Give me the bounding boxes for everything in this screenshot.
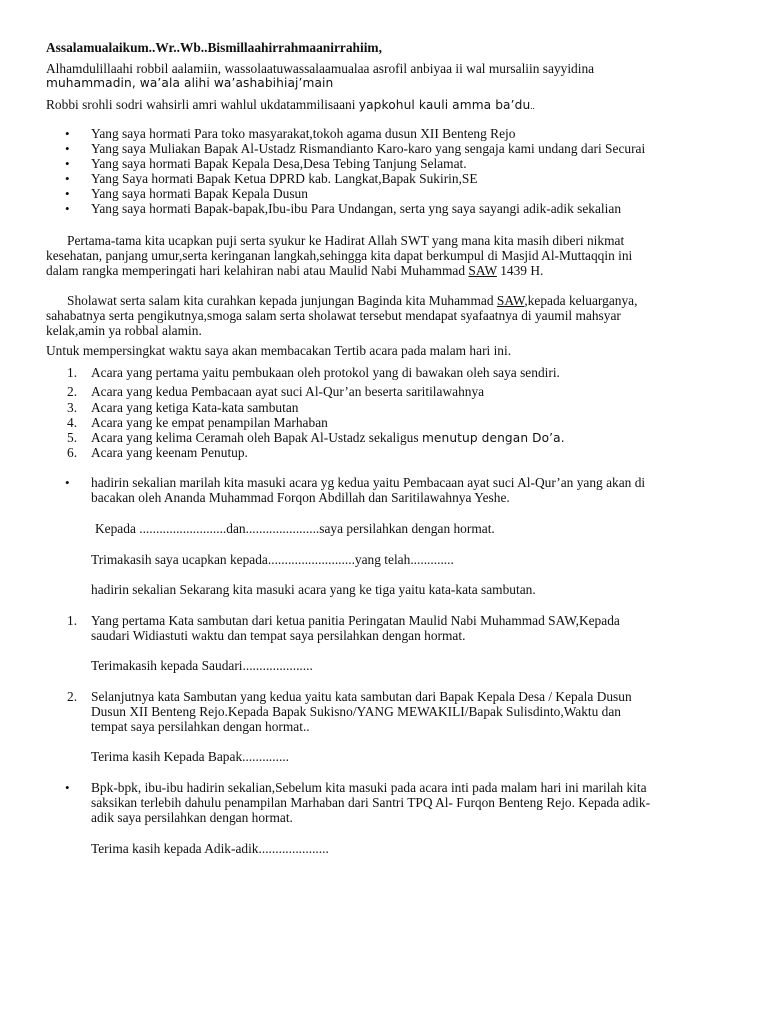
agenda-item-text: Acara yang kelima Ceramah oleh Bapak Al-Ustadz sekaligus (91, 430, 422, 445)
agenda-item: Acara yang ketiga Kata-kata sambutan (91, 400, 299, 415)
agenda-item: Acara yang pertama yaitu pembukaan oleh protokol yang di bawakan oleh saya sendiri. (91, 365, 560, 380)
robbi-dots: .. (530, 101, 535, 111)
section1-line-1: hadirin sekalian marilah kita masuki acara yg kedua yaitu Pembacaan ayat suci Al-Qur’an yang akan di (91, 475, 646, 490)
section2-thanks: Terima kasih kepada Adik-adik..................... (91, 841, 329, 856)
section1-line-2: bacakan oleh Ananda Muhammad Forqon Abdillah dan Saritilawahnya Yeshe. (91, 490, 510, 505)
greeting-heading: Assalamualaikum..Wr..Wb..Bismillaahirrahmaanirrahiim, (46, 40, 382, 55)
robbi-text: Robbi srohli sodri wahsirli amri wahlul ukdatammilisaani (46, 97, 359, 112)
agenda-number: 5. (67, 430, 78, 445)
para1-line-1: Pertama-tama kita ucapkan puji serta syukur ke Hadirat Allah SWT yang mana kita masih diberi nikmat (67, 233, 625, 248)
bullet-icon: • (65, 156, 70, 171)
bullet-icon: • (65, 171, 70, 186)
opening-line-1: Alhamdulillaahi robbil aalamiin, wassolaatuwassalaamualaa asrofil anbiyaa ii wal mursaliin sayyidina (46, 61, 595, 76)
para2-line-2: sahabatnya serta pengikutnya,smoga salam serta sholawat tersebut mendapat syafaatnya di yaumil mahsyar (46, 308, 621, 323)
trimakasih-line: Trimakasih saya ucapkan kepada..........................yang telah............. (91, 552, 454, 567)
next-agenda-line: hadirin sekalian Sekarang kita masuki acara yang ke tiga yaitu kata-kata sambutan. (91, 582, 536, 597)
bullet-icon: • (65, 186, 70, 201)
sambutan2-line-1: Selanjutnya kata Sambutan yang kedua yaitu kata sambutan dari Bapak Kepala Desa / Kepala Dusun (91, 689, 632, 704)
opening-line-2: muhammadin, wa’ala alihi wa’ashabihiaj’main (46, 76, 334, 90)
agenda-number: 2. (67, 384, 78, 399)
section2-line-1: Bpk-bpk, ibu-ibu hadirin sekalian,Sebelum kita masuki pada acara inti pada malam hari ini marilah kita (91, 780, 647, 795)
saw-underlined: SAW (496, 293, 525, 308)
para2-text: Sholawat serta salam kita curahkan kepada junjungan Baginda kita Muhammad (67, 293, 497, 308)
sambutan2-line-2: Dusun XII Benteng Rejo.Kepada Bapak Sukisno/YANG MEWAKILI/Bapak Sulisdinto,Waktu dan (91, 704, 622, 719)
sambutan-number: 2. (67, 689, 78, 704)
section2-line-2: saksikan terlebih dahulu penampilan Marhaban dari Santri TPQ Al- Furqon Benteng Rejo. Kepada adik- (91, 795, 651, 810)
salutation-item: Yang saya hormati Bapak-bapak,Ibu-ibu Para Undangan, serta yng saya sayangi adik-adik sekalian (91, 201, 622, 216)
salutation-item: Yang saya hormati Bapak Kepala Desa,Desa Tebing Tanjung Selamat. (91, 156, 467, 171)
bullet-icon: • (65, 141, 70, 156)
salutation-item: Yang saya hormati Para toko masyarakat,tokoh agama dusun XII Benteng Rejo (91, 126, 516, 141)
sambutan-number: 1. (67, 613, 78, 628)
agenda-item: Acara yang kedua Pembacaan ayat suci Al-Qur’an beserta saritilawahnya (91, 384, 485, 399)
para1-line-3 (46, 263, 543, 278)
agenda-number: 4. (67, 415, 78, 430)
robbi-line (46, 97, 535, 114)
para1-line-2: kesehatan, panjang umur,serta keringanan langkah,sehingga kita dapat berkumpul di Masjid Al-Muttaqqin ini (46, 248, 633, 263)
robbi-text-sans: yapkohul kauli amma ba’du (358, 98, 531, 112)
agenda-number: 3. (67, 400, 78, 415)
sambutan1-line-2: saudari Widiastuti waktu dan tempat saya persilahkan dengan hormat. (91, 628, 466, 643)
para2-text-tail: ,kepada keluarganya, (524, 293, 638, 308)
para1-year: 1439 H. (496, 263, 544, 278)
kepada-line: Kepada ..........................dan......................saya persilahkan dengan hormat. (95, 521, 495, 536)
agenda-item: Acara yang keenam Penutup. (91, 445, 248, 460)
sambutan1-thanks: Terimakasih kepada Saudari..................... (91, 658, 313, 673)
para2-line-1 (67, 293, 637, 308)
agenda-number: 1. (67, 365, 78, 380)
bullet-icon: • (65, 126, 70, 141)
salutation-item: Yang saya hormati Bapak Kepala Dusun (91, 186, 308, 201)
bullet-icon: • (65, 475, 70, 490)
salutation-item: Yang Saya hormati Bapak Ketua DPRD kab. Langkat,Bapak Sukirin,SE (91, 171, 478, 186)
bullet-icon: • (65, 780, 70, 795)
bullet-icon: • (65, 201, 70, 216)
para2-line-3: kelak,amin ya robbal alamin. (46, 323, 202, 338)
section2-line-3: adik saya persilahkan dengan hormat. (91, 810, 293, 825)
sambutan1-line-1: Yang pertama Kata sambutan dari ketua panitia Peringatan Maulid Nabi Muhammad SAW,Kepada (91, 613, 620, 628)
saw-underlined: SAW (468, 263, 497, 278)
salutation-item: Yang saya Muliakan Bapak Al-Ustadz Rismandianto Karo-karo yang sengaja kami undang dari Securai (91, 141, 646, 156)
intro-line: Untuk mempersingkat waktu saya akan membacakan Tertib acara pada malam hari ini. (46, 343, 512, 358)
agenda-item-tail: menutup dengan Do’a. (421, 431, 565, 445)
sambutan2-thanks: Terima kasih Kepada Bapak.............. (91, 749, 290, 764)
para1-text: dalam rangka memperingati hari kelahiran nabi atau Maulid Nabi Muhammad (46, 263, 469, 278)
agenda-item: Acara yang ke empat penampilan Marhaban (91, 415, 328, 430)
agenda-item (91, 430, 565, 446)
sambutan2-line-3: tempat saya persilahkan dengan hormat.. (91, 719, 310, 734)
agenda-number: 6. (67, 445, 78, 460)
